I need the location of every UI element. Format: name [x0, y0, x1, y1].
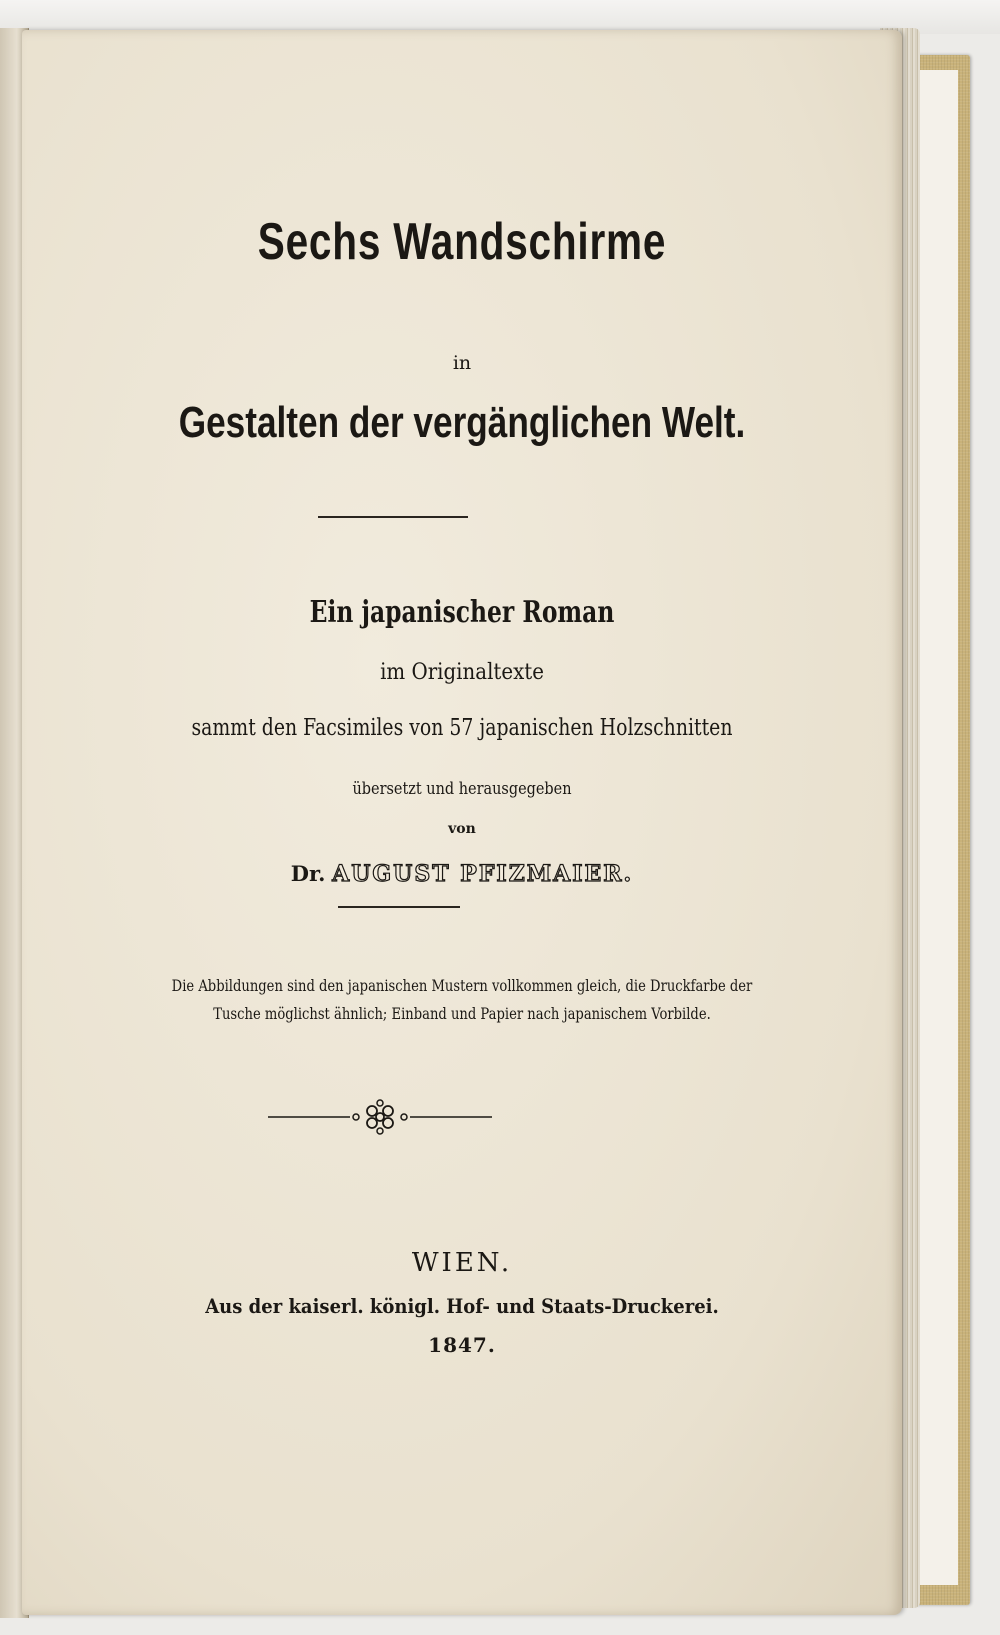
title-connector: in — [452, 352, 472, 374]
book-title: Sechs Wandschirme — [257, 213, 667, 271]
publication-year: 1847. — [428, 1333, 496, 1357]
author-line — [22, 861, 902, 887]
divider-rule — [318, 516, 468, 518]
divider-rule — [338, 906, 460, 908]
translated-line: übersetzt und herausgegeben — [352, 779, 572, 799]
note-line-1: Die Abbildungen sind den japanischen Mustern vollkommen gleich, die Druckfarbe der — [171, 976, 753, 995]
note-line-2: Tusche möglichst ähnlich; Einband und Papier nach japanischem Vorbilde. — [213, 1004, 711, 1023]
background — [0, 0, 1000, 34]
author-name: AUGUST PFIZMAIER. — [332, 861, 634, 887]
book-subtitle: Gestalten der vergänglichen Welt. — [178, 398, 746, 447]
printer-line: Aus der kaiserl. königl. Hof- und Staats-Druckerei. — [205, 1294, 719, 1318]
author-prefix: Dr. — [290, 861, 326, 886]
title-page — [22, 30, 902, 1615]
cover-endpaper — [918, 70, 958, 1585]
printers-ornament-icon — [268, 1097, 492, 1137]
genre-line: Ein japanischer Roman — [309, 595, 615, 630]
original-text-line: im Originaltexte — [380, 660, 544, 685]
facsimiles-line: sammt den Facsimiles von 57 japanischen Holzschnitten — [191, 715, 733, 741]
by-line: von — [448, 821, 476, 837]
place-of-publication: WIEN. — [411, 1248, 513, 1278]
